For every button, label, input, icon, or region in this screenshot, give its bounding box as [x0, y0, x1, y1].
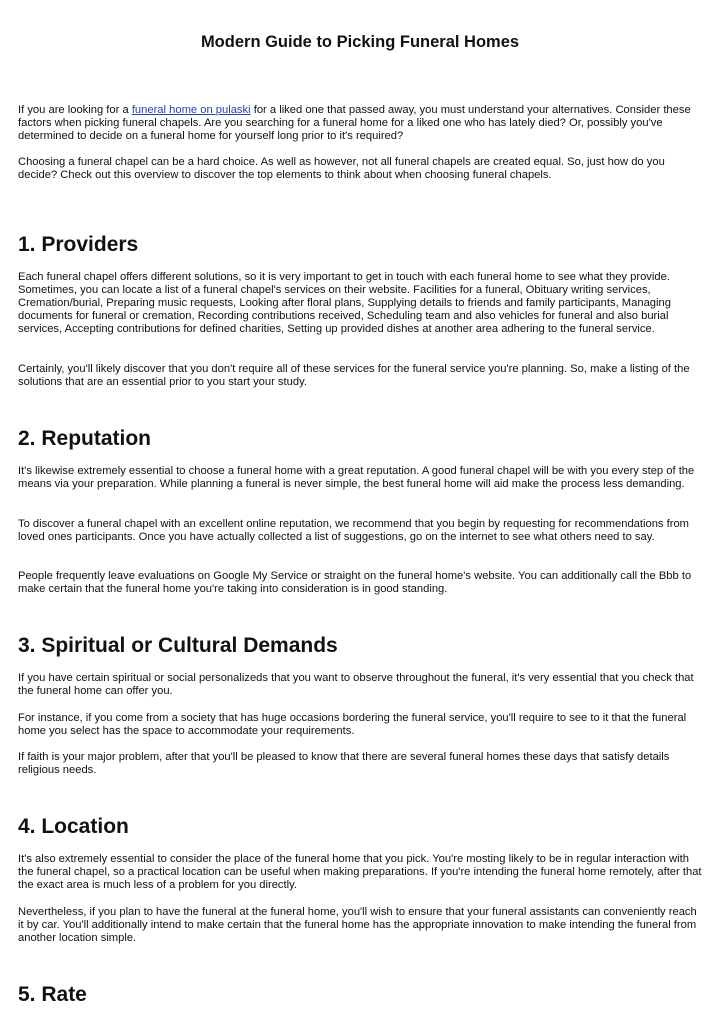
intro-paragraph-2: Choosing a funeral chapel can be a hard choice. As well as however, not all funeral chapels are created equal. So, just how do you decide? Check out this overview to discover the top elements to think about when choosing funeral chapels. [18, 156, 665, 181]
section-paragraph: Certainly, you'll likely discover that you don't require all of these services for the funeral service you're planning. So, make a listing of the solutions that are an essential prior to you start your study. [18, 363, 690, 388]
section-heading-providers: 1. Providers [18, 233, 139, 256]
section-paragraph: To discover a funeral chapel with an excellent online reputation, we recommend that you begin by requesting for recommendations from loved ones participants. Once you have actually collected a list of suggestions, go on the internet to see what others need to say. [18, 518, 689, 543]
section-paragraph: Each funeral chapel offers different solutions, so it is very important to get in touch with each funeral home to see what they provide. Sometimes, you can locate a list of a funeral chapel's services on their website. Facilities for a funeral, Obituary writing services, Cremation/burial, Preparing music requests, Looking after floral plans, Supplying details to friends and family participants, Managing documents for funeral or cremation, Recording contributions received, Scheduling team and also vehicles for funeral and also burial services, Accepting contributions for defined charities, Setting up provided dishes at another area adhering to the funeral service. [18, 271, 671, 335]
section-heading-location: 4. Location [18, 815, 129, 838]
section-heading-rate: 5. Rate [18, 983, 87, 1006]
intro-paragraph-1 [18, 104, 702, 143]
page-title: Modern Guide to Picking Funeral Homes [200, 33, 520, 51]
section-paragraph: For instance, if you come from a society that has huge occasions bordering the funeral service, you'll require to see to it that the funeral home you select has the space to accommodate your requirements. [18, 712, 687, 737]
section-heading-spiritual-cultural: 3. Spiritual or Cultural Demands [18, 634, 338, 657]
funeral-home-link[interactable]: funeral home on pulaski [131, 104, 251, 116]
intro-text-after-link: for a liked one that passed away, you must understand your alternatives. Consider these factors when picking funeral chapels. Are you searching for a funeral home for a liked one who has lately died? Or, possibly you've determined to decide on a funeral home for yourself long prior to it's required? [18, 104, 691, 142]
section-paragraph: People frequently leave evaluations on Google My Service or straight on the funeral home's website. You can additionally call the Bbb to make certain that the funeral home you're taking into consideration is in good standing. [18, 570, 692, 595]
section-paragraph: It's likewise extremely essential to choose a funeral home with a great reputation. A good funeral chapel will be with you every step of the means via your preparation. While planning a funeral is never simple, the best funeral home will aid make the process less demanding. [18, 465, 695, 490]
section-paragraph: Nevertheless, if you plan to have the funeral at the funeral home, you'll wish to ensure that your funeral assistants can conveniently reach it by car. You'll additionally intend to make certain that the funeral home has the appropriate innovation to make intending the funeral from another location simple. [18, 906, 697, 944]
section-paragraph: If you have certain spiritual or social personalizeds that you want to observe throughout the funeral, it's very essential that you check that the funeral home can offer you. [18, 672, 694, 697]
intro-text-before-link: If you are looking for a [18, 104, 132, 116]
section-paragraph: If faith is your major problem, after that you'll be pleased to know that there are several funeral homes these days that satisfy details religious needs. [18, 751, 670, 776]
section-heading-reputation: 2. Reputation [18, 427, 152, 450]
section-paragraph: It's also extremely essential to consider the place of the funeral home that you pick. You're mosting likely to be in regular interaction with the funeral chapel, so a practical location can be useful when making preparations. If you're intending the funeral home remotely, after that the exact area is much less of a problem for you directly. [18, 853, 702, 891]
